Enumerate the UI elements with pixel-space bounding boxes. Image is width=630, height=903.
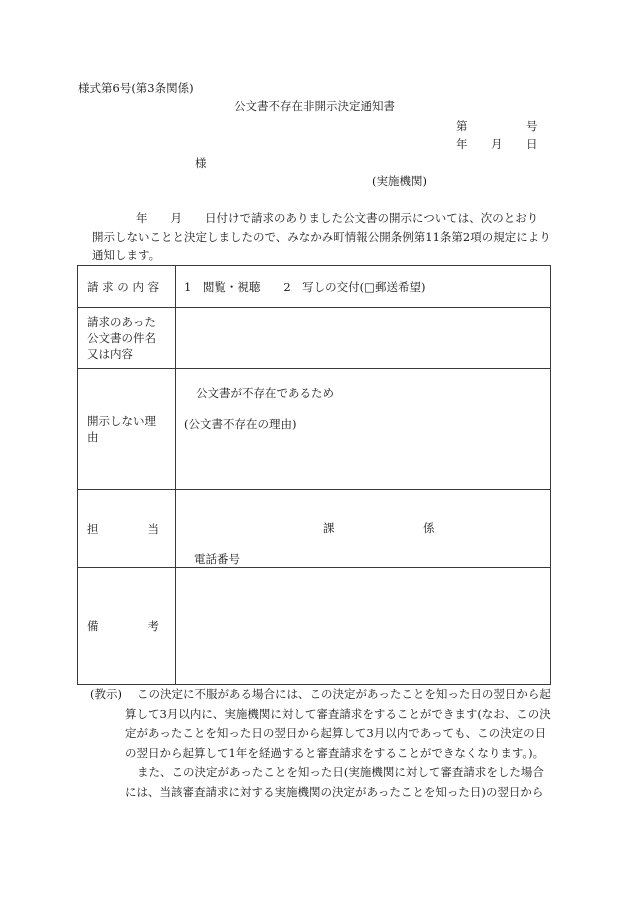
document-subject-label-line: 又は内容 [87, 347, 133, 361]
document-title: 公文書不存在非開示決定通知書 [234, 99, 395, 113]
request-content-label: 請 求 の 内 容 [78, 266, 176, 308]
date-year: 年 [456, 137, 468, 151]
number-prefix: 第 [456, 119, 468, 133]
number-suffix: 号 [526, 119, 538, 133]
recipient-honorific: 様 [195, 156, 207, 170]
contact-label-left: 担 [87, 521, 99, 536]
request-content-value: 1 閲覧・視聴 2 写しの交付(□郵送希望) [176, 266, 551, 308]
table-row [78, 568, 551, 685]
reason-label-line: 由 [87, 430, 99, 444]
instruction-text-1: この決定に不服がある場合には、この決定があったことを知った日の翌日から起算して3月以内に、実施機関に対して審査請求をすることができます(なお、この決定があったことを知った日の翌日から起算して3月以内であっても、この決定の日の翌日から起算して1年を経過すると審査請求をすることができなくなります。)。 [125, 687, 551, 760]
request-table [77, 265, 551, 685]
instruction-notes [90, 685, 552, 802]
table-row [78, 308, 551, 369]
document-subject-label-line: 請求のあった [87, 315, 156, 329]
agency-label: (実施機関) [372, 174, 427, 188]
reason-label-line: 開示しない理 [87, 414, 156, 428]
contact-label-spread [87, 521, 159, 537]
reason-label [78, 369, 176, 490]
intro-line-3: 通知します。 [92, 248, 161, 262]
date-day: 日 [526, 137, 538, 151]
remarks-label-right: 考 [147, 619, 159, 633]
reason-detail-label: (公文書不存在の理由) [184, 417, 297, 431]
document-subject-label-line: 公文書の件名 [87, 331, 156, 345]
phone-number-label: 電話番号 [194, 552, 240, 566]
table-row [78, 266, 551, 308]
intro-line-2: 開示しないことと決定しましたので、みなかみ町情報公開条例第11条第2項の規定により [92, 229, 551, 244]
remarks-value [176, 568, 551, 685]
instruction-tag: (教示) [90, 687, 122, 701]
contact-label [78, 490, 176, 568]
unit-suffix: 係 [423, 521, 435, 535]
intro-line-1: 年 月 日付けで請求のありました公文書の開示については、次のとおり [136, 211, 539, 225]
remarks-label [78, 568, 176, 685]
intro-paragraph [92, 209, 552, 265]
instruction-paragraph-1 [90, 685, 552, 763]
remarks-label-left: 備 [87, 619, 99, 633]
section-suffix: 課 [323, 521, 335, 535]
reason-text: 公文書が不存在であるため [196, 386, 334, 400]
date-month: 月 [491, 137, 503, 151]
form-number: 様式第6号(第3条関係) [78, 81, 194, 95]
document-subject-value [176, 308, 551, 369]
instruction-text-2: また、この決定があったことを知った日(実施機関に対して審査請求をした場合には、当該審査請求に対する実施機関の決定があったことを知った日)の翌日から [125, 765, 544, 799]
contact-value [176, 490, 551, 568]
instruction-paragraph-2 [90, 763, 552, 802]
remarks-label-spread [87, 618, 159, 634]
table-row [78, 490, 551, 568]
table-row [78, 369, 551, 490]
reason-value [176, 369, 551, 490]
contact-label-right: 当 [147, 521, 159, 536]
document-subject-label [78, 308, 176, 369]
